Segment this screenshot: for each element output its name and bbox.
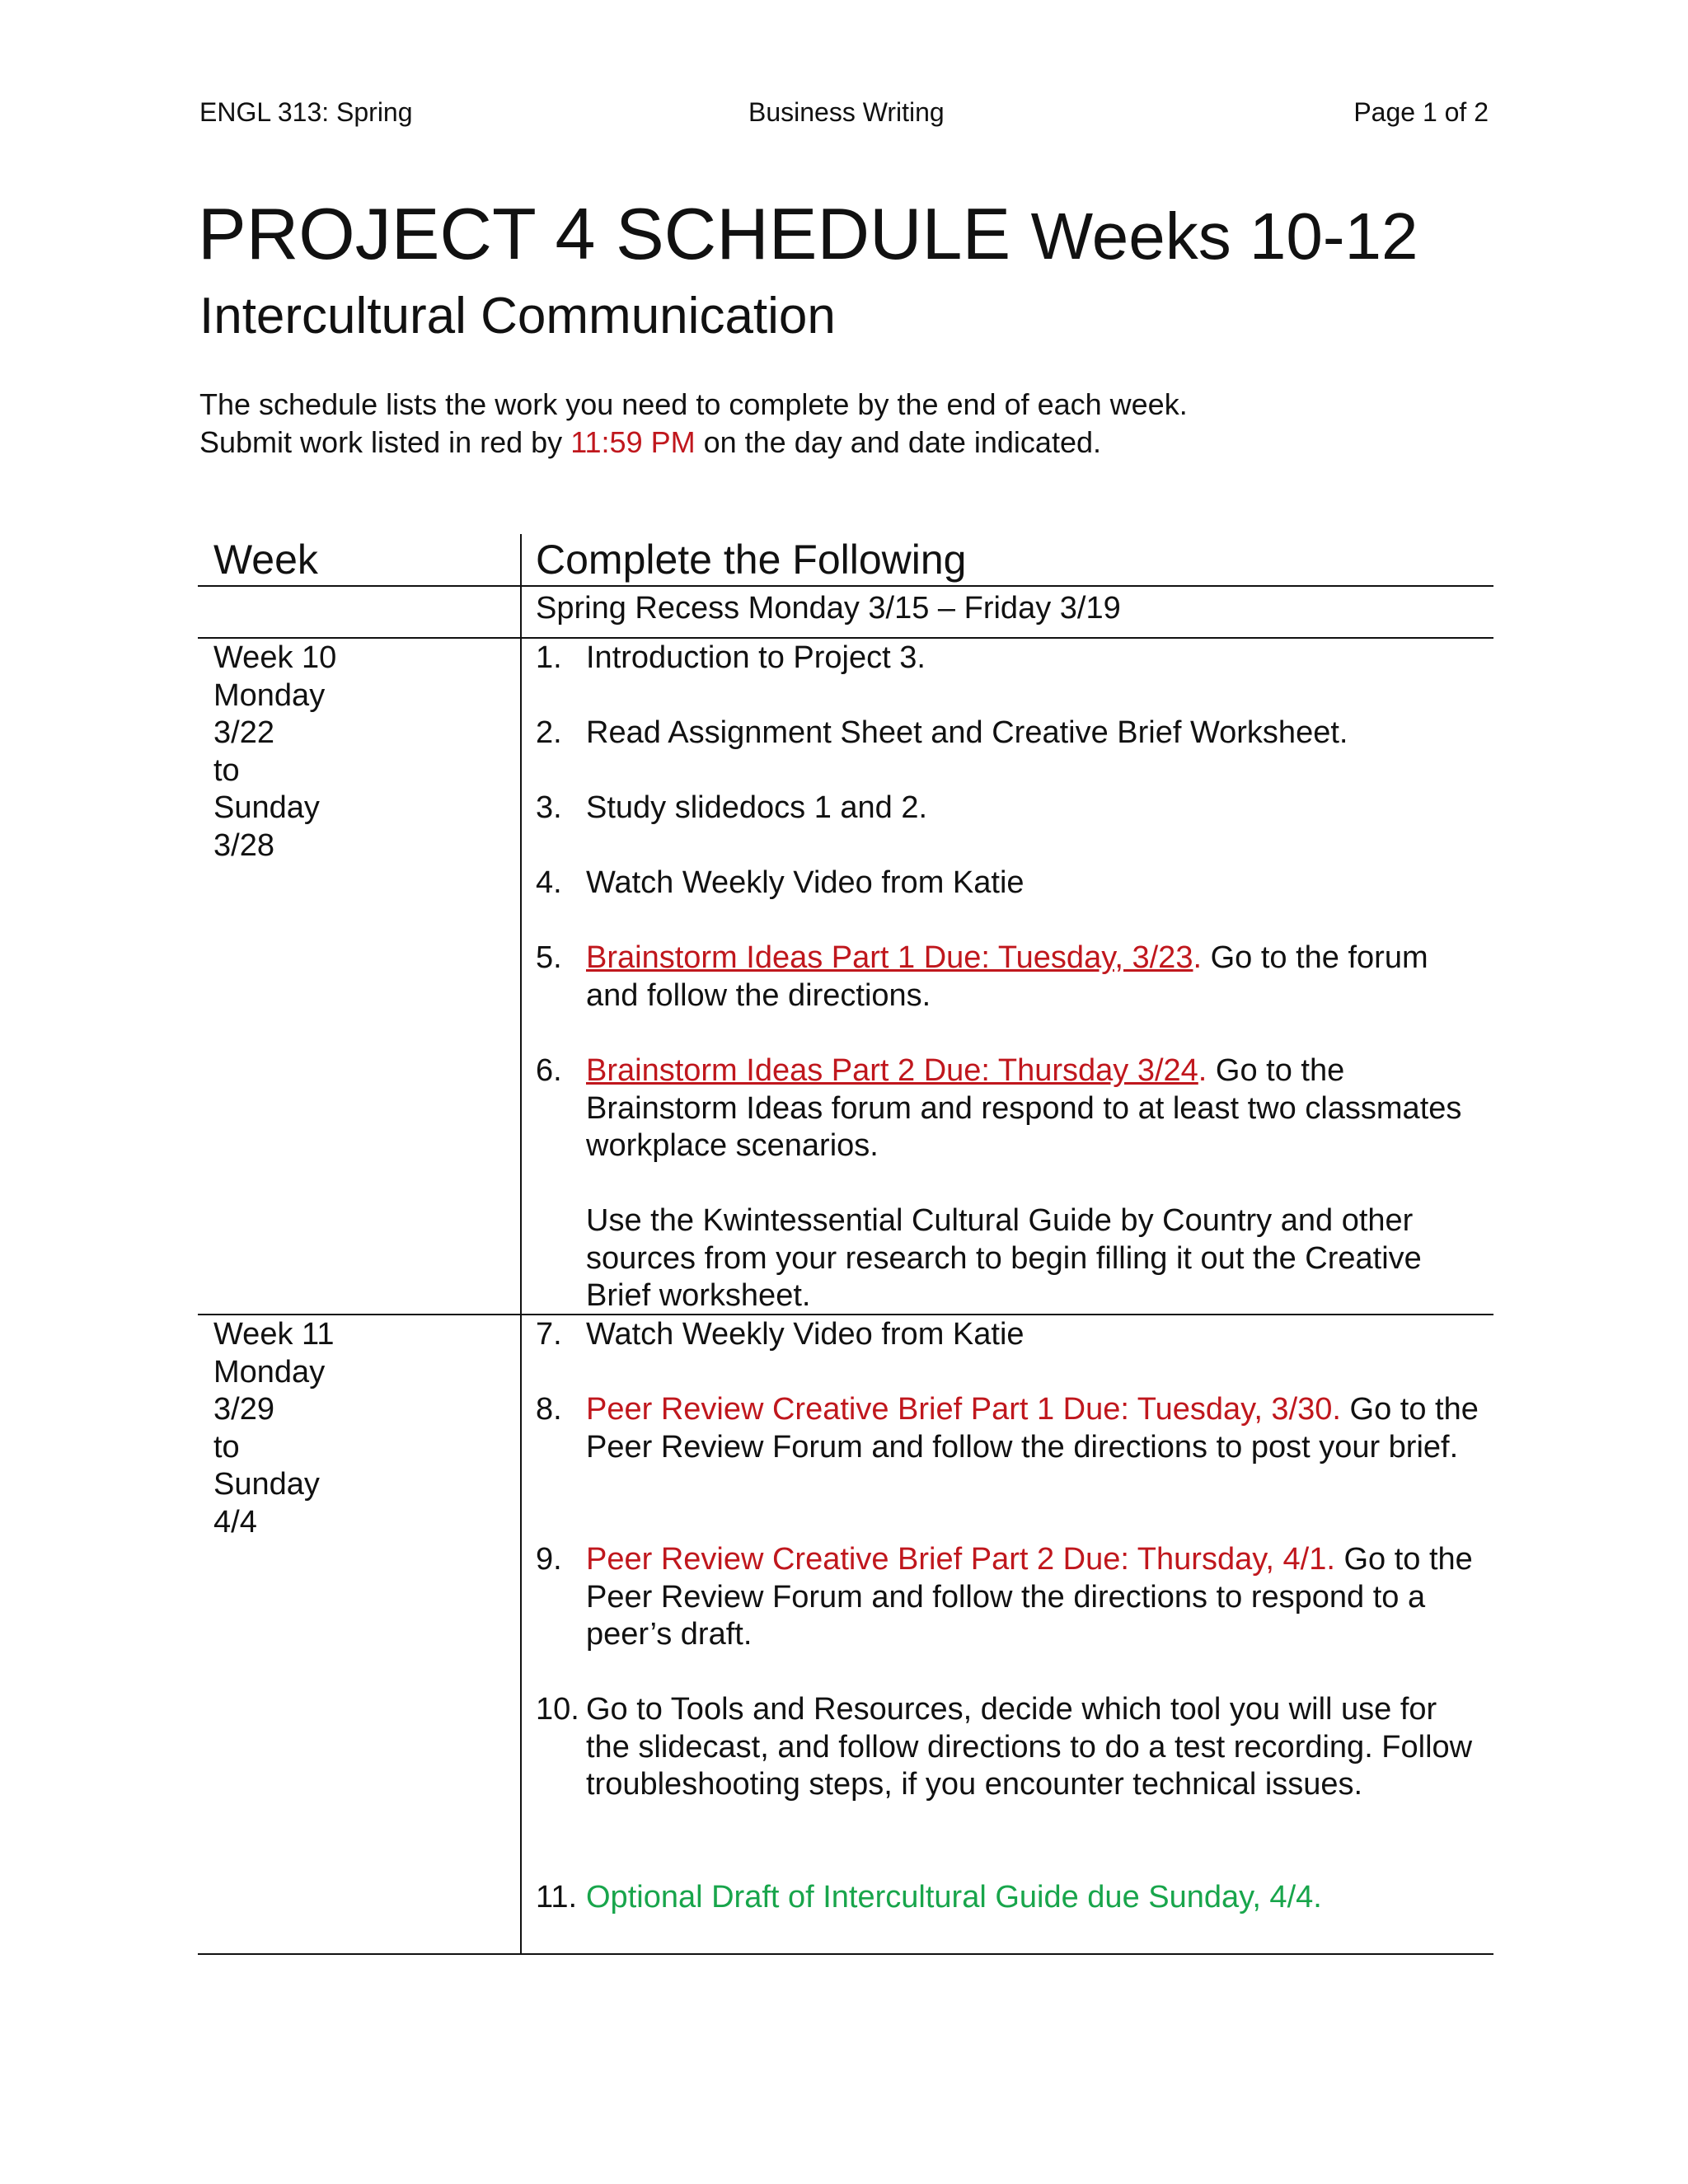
peer-review-part-1-due: Peer Review Creative Brief Part 1 Due: Tuesday, 3/30. <box>586 1392 1341 1427</box>
task-text: Watch Weekly Video from Katie <box>586 865 1025 900</box>
task-instructions: Go to the Brainstorm Ideas forum and respond to at least two classmates workplace scenarios. <box>586 1053 1462 1163</box>
task-text <box>586 1541 1484 1654</box>
week-10-start-date: 3/22 <box>213 715 274 750</box>
task-item-9 <box>536 1541 1484 1654</box>
title-main: PROJECT 4 SCHEDULE <box>198 193 1011 274</box>
week-11-end-date: 4/4 <box>213 1504 257 1540</box>
brainstorm-part-1-link[interactable]: Brainstorm Ideas Part 1 Due: Tuesday, 3/23 <box>586 940 1193 975</box>
task-number: 4. <box>536 865 562 900</box>
task-item-7 <box>536 1316 1484 1354</box>
task-text <box>586 1391 1484 1466</box>
peer-review-part-2-due: Peer Review Creative Brief Part 2 Due: Thursday, 4/1. <box>586 1542 1335 1577</box>
task-note-text: Use the Kwintessential Cultural Guide by Country and other sources from your research to begin filling it out the Creative Brief worksheet. <box>586 1203 1422 1313</box>
task-item-11 <box>536 1879 1484 1917</box>
task-number: 3. <box>536 790 562 825</box>
task-text: Study slidedocs 1 and 2. <box>586 790 928 825</box>
recess-row-rule <box>198 637 1493 639</box>
week-11-start-date: 3/29 <box>213 1392 274 1427</box>
task-number: 6. <box>536 1053 562 1088</box>
week-11-to: to <box>213 1429 240 1465</box>
task-number: 1. <box>536 640 562 675</box>
task-item-10 <box>536 1691 1484 1804</box>
task-text: Read Assignment Sheet and Creative Brief Worksheet. <box>586 715 1348 750</box>
week-10-end-date: 3/28 <box>213 827 274 863</box>
task-item-3 <box>536 790 1484 827</box>
header-page-number: Page 1 of 2 <box>1353 97 1489 127</box>
link-period: . <box>1198 1053 1207 1088</box>
table-header-rule <box>198 585 1493 587</box>
brainstorm-part-2-link[interactable]: Brainstorm Ideas Part 2 Due: Thursday 3/24 <box>586 1053 1198 1088</box>
table-column-divider <box>520 534 522 1954</box>
header-course: ENGL 313: Spring <box>199 97 413 127</box>
page-title <box>198 193 1418 274</box>
task-item-4 <box>536 865 1484 902</box>
task-item-1 <box>536 640 1484 677</box>
page-subtitle: Intercultural Communication <box>199 288 836 344</box>
week-10-cell <box>213 640 336 865</box>
week-10-start-day: Monday <box>213 677 326 713</box>
task-number: 8. <box>536 1392 562 1427</box>
week-10-end-day: Sunday <box>213 790 320 825</box>
week-10-label: Week 10 <box>213 640 337 675</box>
intro-line-2-end: on the day and date indicated. <box>695 425 1101 459</box>
intro-line-2-start: Submit work listed in red by <box>199 425 571 459</box>
week-11-cell <box>213 1316 334 1541</box>
header-subject: Business Writing <box>748 97 945 127</box>
intro-line-1: The schedule lists the work you need to complete by the end of each week. <box>199 387 1188 421</box>
task-text: Go to Tools and Resources, decide which tool you will use for the slidecast, and follow directions to do a test recording. Follow troubleshooting steps, if you encounter technical issues. <box>586 1692 1473 1802</box>
task-text <box>586 940 1484 1015</box>
task-instructions: Go to the forum and follow the directions. <box>586 940 1428 1013</box>
task-number: 9. <box>536 1542 562 1577</box>
link-period: . <box>1193 940 1203 975</box>
task-text: Introduction to Project 3. <box>586 640 926 675</box>
task-number: 11. <box>536 1880 578 1915</box>
week-11-end-day: Sunday <box>213 1467 320 1502</box>
task-number: 7. <box>536 1317 562 1352</box>
task-number: 10. <box>536 1692 579 1727</box>
task-item-6 <box>536 1052 1484 1165</box>
task-6-note <box>536 1202 1484 1315</box>
task-instructions: Go to the Peer Review Forum and follow the directions to post your brief. <box>586 1392 1479 1465</box>
task-number: 2. <box>536 715 562 750</box>
week-11-label: Week 11 <box>213 1317 335 1352</box>
intro-line-2 <box>199 424 1188 462</box>
task-item-2 <box>536 715 1484 752</box>
task-text <box>586 1052 1484 1165</box>
week-11-start-day: Monday <box>213 1354 326 1390</box>
title-weeks: Weeks 10-12 <box>1030 199 1418 273</box>
task-instructions: Go to the Peer Review Forum and follow the directions to respond to a peer’s draft. <box>586 1542 1473 1652</box>
column-header-week: Week <box>213 537 318 583</box>
task-item-8 <box>536 1391 1484 1466</box>
task-text: Watch Weekly Video from Katie <box>586 1317 1025 1352</box>
column-header-tasks: Complete the Following <box>536 537 967 583</box>
week-10-to: to <box>213 752 240 788</box>
table-bottom-rule <box>198 1953 1493 1955</box>
spring-recess-row: Spring Recess Monday 3/15 – Friday 3/19 <box>536 591 1121 626</box>
task-item-5 <box>536 940 1484 1015</box>
deadline-time: 11:59 PM <box>570 425 696 459</box>
task-number: 5. <box>536 940 562 975</box>
intro-paragraph <box>199 386 1188 462</box>
optional-draft-due: Optional Draft of Intercultural Guide due Sunday, 4/4. <box>586 1880 1322 1915</box>
